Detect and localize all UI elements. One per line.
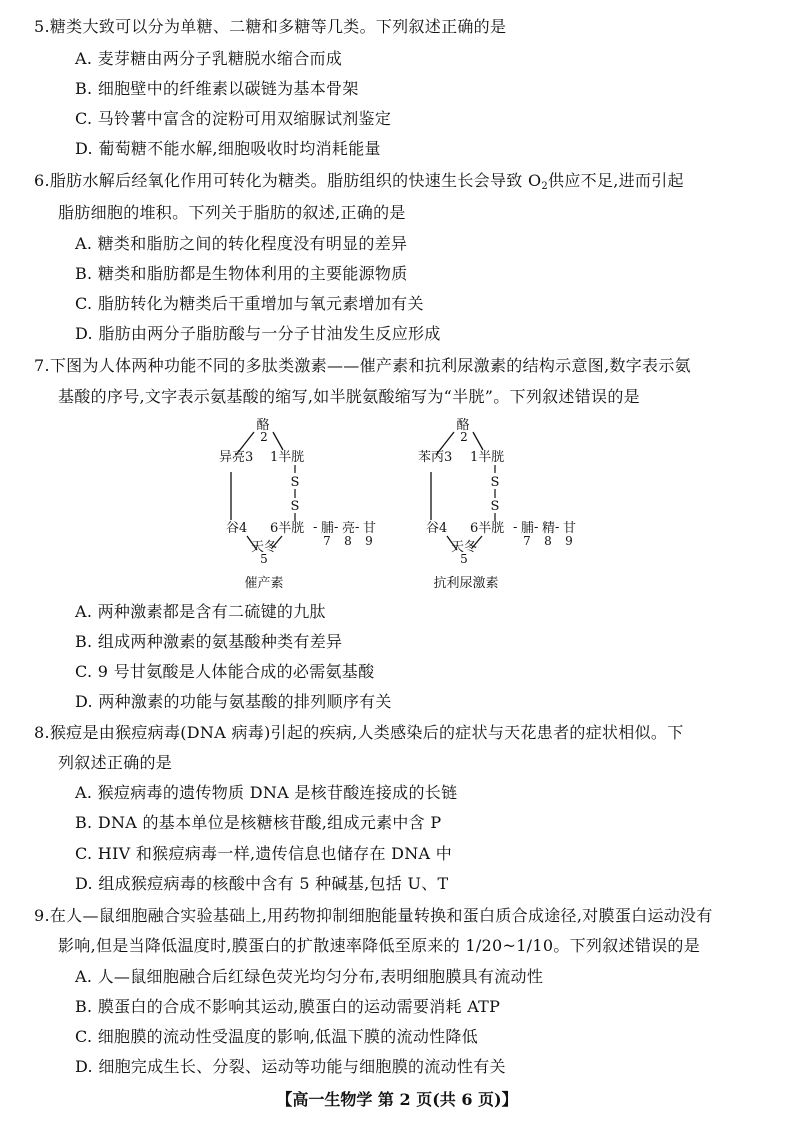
page-footer: 【高一生物学 第 2 页(共 6 页)】 [276, 1090, 518, 1109]
oxytocin-dash: - [355, 520, 360, 535]
q7-stem-line1: 7.下图为人体两种功能不同的多肽类激素——催产素和抗利尿激素的结构示意图,数字表示氨 [34, 356, 691, 375]
oxytocin-sulfur-1: S [290, 475, 300, 490]
q5-option-a: A. 麦芽糖由两分子乳糖脱水缩合而成 [75, 49, 343, 68]
adh-residue-arg-8: 精 [542, 521, 556, 536]
oxytocin-number-2: 2 [260, 430, 268, 444]
oxytocin-residue-pro-7: 脯 [321, 521, 335, 536]
q5-option-b: B. 细胞壁中的纤维素以碳链为基本骨架 [75, 79, 359, 98]
adh-caption: 抗利尿激素 [433, 576, 499, 591]
q8-option-c: C. HIV 和猴痘病毒一样,遗传信息也储存在 DNA 中 [75, 844, 453, 863]
q6-option-c: C. 脂肪转化为糖类后干重增加与氧元素增加有关 [75, 294, 424, 313]
q8-option-b: B. DNA 的基本单位是核糖核苷酸,组成元素中含 P [75, 813, 442, 832]
adh-residue-gly-9: 甘 [563, 521, 577, 536]
q5-stem: 5.糖类大致可以分为单糖、二糖和多糖等几类。下列叙述正确的是 [34, 17, 507, 36]
adh-dash: - [534, 520, 539, 535]
adh-dash: - [513, 520, 518, 535]
q9-stem-line2: 影响,但是当降低温度时,膜蛋白的扩散速率降低至原来的 1/20~1/10。下列叙述错误的是 [58, 936, 701, 955]
q7-option-a: A. 两种激素都是含有二硫键的九肽 [75, 602, 326, 621]
q6-stem-oxygen-subscript: 2 [541, 181, 549, 192]
oxytocin-dash: - [313, 520, 318, 535]
q7-option-d: D. 两种激素的功能与氨基酸的排列顺序有关 [75, 692, 392, 711]
oxytocin-residue-cys-6: 6半胱 [270, 521, 305, 536]
hormone-structure-diagram [0, 410, 794, 600]
adh-sulfur-2: S [490, 499, 500, 514]
q6-stem-line1-post: 供应不足,进而引起 [548, 171, 684, 190]
oxytocin-caption: 催产素 [244, 576, 284, 591]
q7-option-b: B. 组成两种激素的氨基酸种类有差异 [75, 632, 343, 651]
q5-option-c: C. 马铃薯中富含的淀粉可用双缩脲试剂鉴定 [75, 109, 392, 128]
q6-option-a: A. 糖类和脂肪之间的转化程度没有明显的差异 [75, 234, 408, 253]
oxytocin-number-9: 9 [365, 534, 373, 548]
adh-sulfur-1: S [490, 475, 500, 490]
adh-structure [418, 418, 576, 591]
oxytocin-residue-tyr: 酪 [256, 418, 270, 433]
adh-number-8: 8 [544, 534, 552, 548]
oxytocin-number-8: 8 [344, 534, 352, 548]
q8-stem-line2: 列叙述正确的是 [58, 753, 173, 772]
oxytocin-number-5: 5 [260, 552, 268, 566]
oxytocin-number-7: 7 [323, 534, 331, 548]
q9-option-d: D. 细胞完成生长、分裂、运动等功能与细胞膜的流动性有关 [75, 1057, 506, 1076]
adh-residue-cys-1: 1半胱 [470, 450, 505, 465]
adh-residue-gln-4: 谷4 [426, 521, 448, 536]
oxytocin-dash: - [334, 520, 339, 535]
q5-option-d: D. 葡萄糖不能水解,细胞吸收时均消耗能量 [75, 139, 381, 158]
oxytocin-residue-ile-3: 异亮3 [219, 450, 254, 465]
q8-stem-line1: 8.猴痘是由猴痘病毒(DNA 病毒)引起的疾病,人类感染后的症状与天花患者的症状相似。下 [34, 723, 684, 742]
oxytocin-structure [219, 418, 376, 591]
adh-number-2: 2 [460, 430, 468, 444]
oxytocin-residue-asn-5: 天冬 [250, 540, 278, 555]
oxytocin-residue-gln-4: 谷4 [226, 521, 248, 536]
adh-number-5: 5 [460, 552, 468, 566]
oxytocin-sulfur-2: S [290, 499, 300, 514]
q6-option-d: D. 脂肪由两分子脂肪酸与一分子甘油发生反应形成 [75, 324, 441, 343]
adh-residue-phe-3: 苯丙3 [418, 450, 453, 465]
q6-stem-line1-pre: 6.脂肪水解后经氧化作用可转化为糖类。脂肪组织的快速生长会导致 O [34, 171, 542, 190]
q8-option-a: A. 猴痘病毒的遗传物质 DNA 是核苷酸连接成的长链 [75, 783, 458, 802]
adh-number-7: 7 [523, 534, 531, 548]
q6-option-b: B. 糖类和脂肪都是生物体利用的主要能源物质 [75, 264, 408, 283]
q9-option-b: B. 膜蛋白的合成不影响其运动,膜蛋白的运动需要消耗 ATP [75, 997, 501, 1016]
oxytocin-residue-gly-9: 甘 [363, 521, 377, 536]
oxytocin-residue-cys-1: 1半胱 [270, 450, 305, 465]
q6-stem-line2: 脂肪细胞的堆积。下列关于脂肪的叙述,正确的是 [58, 203, 406, 222]
adh-residue-pro-7: 脯 [521, 521, 535, 536]
q8-option-d: D. 组成猴痘病毒的核酸中含有 5 种碱基,包括 U、T [75, 874, 449, 893]
q9-option-a: A. 人—鼠细胞融合后红绿色荧光均匀分布,表明细胞膜具有流动性 [75, 967, 544, 986]
q6-stem-line1 [34, 172, 684, 196]
adh-residue-asn-5: 天冬 [450, 540, 478, 555]
q7-option-c: C. 9 号甘氨酸是人体能合成的必需氨基酸 [75, 662, 375, 681]
adh-dash: - [555, 520, 560, 535]
q9-option-c: C. 细胞膜的流动性受温度的影响,低温下膜的流动性降低 [75, 1027, 479, 1046]
adh-residue-cys-6: 6半胱 [470, 521, 505, 536]
q9-stem-line1: 9.在人—鼠细胞融合实验基础上,用药物抑制细胞能量转换和蛋白质合成途径,对膜蛋白运动没有 [34, 906, 713, 925]
adh-number-9: 9 [565, 534, 573, 548]
oxytocin-residue-leu-8: 亮 [342, 521, 356, 536]
q7-stem-line2: 基酸的序号,文字表示氨基酸的缩写,如半胱氨酸缩写为“半胱”。下列叙述错误的是 [58, 387, 640, 406]
adh-residue-tyr: 酪 [456, 418, 470, 433]
